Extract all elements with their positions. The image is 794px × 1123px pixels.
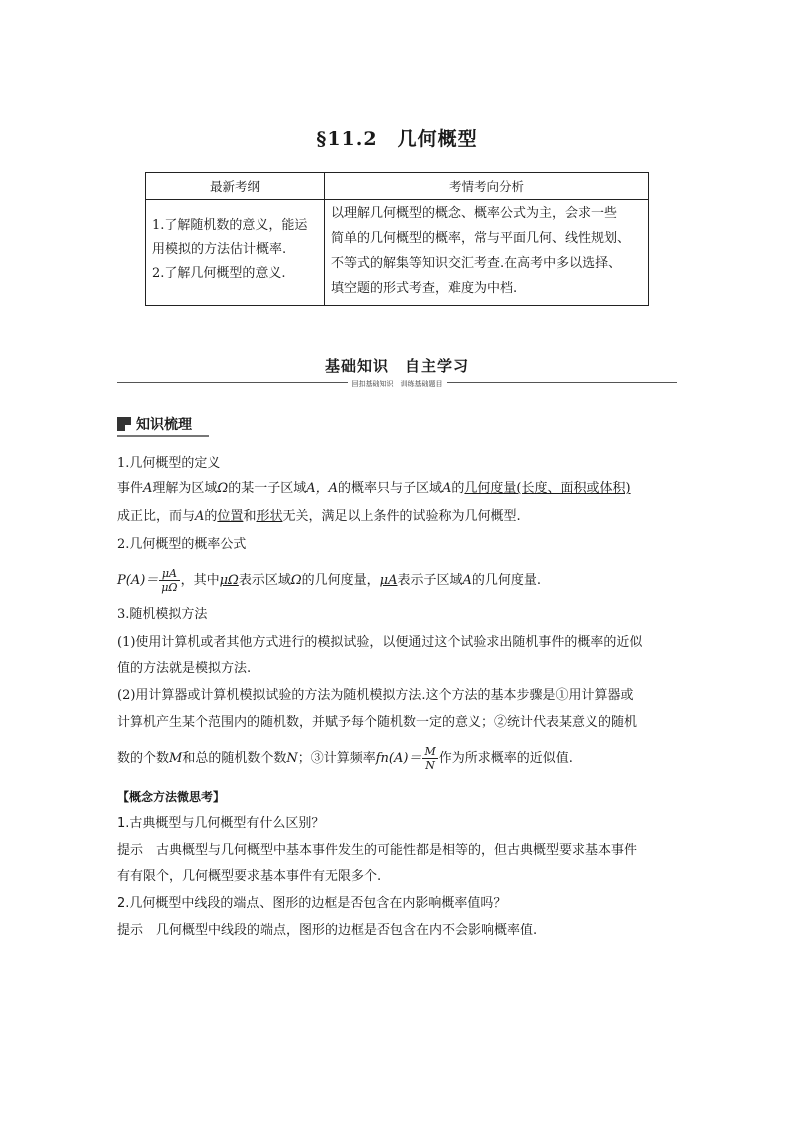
- outline-header-right: 考情考向分析: [325, 173, 649, 200]
- underlined-term-position: 位置: [217, 509, 244, 524]
- var-A: A: [442, 481, 452, 496]
- outline-right-line: 简单的几何概型的概率，常与平面几何、线性规划、: [331, 231, 631, 246]
- formula-line: [117, 566, 541, 596]
- outline-header-left: 最新考纲: [146, 173, 325, 200]
- fraction-numerator: M: [424, 745, 436, 758]
- definition-line-2: [117, 505, 521, 529]
- frequency-fraction: [422, 745, 437, 772]
- outline-right-line: 不等式的解集等知识交汇考查.在高考中多以选择、: [331, 256, 622, 271]
- text: 理解为区域: [152, 481, 218, 496]
- text: 无关，满足以上条件的试验称为几何概型.: [282, 509, 521, 524]
- underlined-mu-omega: μΩ: [219, 573, 239, 588]
- outline-left-line: 1.了解随机数的意义，能运: [152, 218, 308, 233]
- knowledge-tag-label: 知识梳理: [136, 417, 192, 433]
- text: 事件: [117, 481, 144, 496]
- outline-left-line: 用模拟的方法估计概率.: [152, 242, 287, 257]
- text: 的: [451, 481, 465, 496]
- question-2: 2.几何概型中线段的端点、图形的边框是否包含在内影响概率值吗？: [117, 896, 507, 911]
- var-omega: Ω: [290, 573, 302, 588]
- knowledge-tag: [117, 414, 192, 434]
- heading-formula: 2.几何概型的概率公式: [117, 537, 247, 552]
- text: 的: [204, 509, 218, 524]
- definition-line-1: [117, 477, 631, 501]
- text: 数的个数: [117, 751, 170, 766]
- answer-1-line-2: 有有限个，几何概型要求基本事件有无限多个.: [117, 869, 382, 884]
- var-A: A: [195, 509, 205, 524]
- paragraph-1-line-1: (1)使用计算机或者其他方式进行的模拟试验，以便通过这个试验求出随机事件的概率的近似: [117, 635, 643, 650]
- text: 作为所求概率的近似值.: [438, 751, 573, 766]
- fraction-denominator: N: [425, 759, 435, 772]
- paragraph-2-line-2: 计算机产生某个范围内的随机数，并赋予每个随机数一定的意义；②统计代表某意义的随机: [117, 715, 638, 730]
- outline-right-cell: [325, 200, 649, 306]
- heading-definition: 1.几何概型的定义: [117, 456, 221, 471]
- var-omega: Ω: [217, 481, 229, 496]
- text: 表示子区域: [397, 573, 463, 588]
- fraction-denominator: μΩ: [161, 581, 178, 594]
- underlined-term-measure: 几何度量(长度、面积或体积): [464, 481, 631, 496]
- text: 的几何度量，: [301, 573, 380, 588]
- var-A: A: [143, 481, 153, 496]
- formula-fraction: [159, 567, 179, 594]
- text: 的几何度量.: [471, 573, 542, 588]
- section-subtitle: [0, 379, 794, 389]
- heading-simulation: 3.随机模拟方法: [117, 607, 208, 622]
- page-title: §11.2 几何概型: [316, 128, 478, 150]
- think-heading: 【概念方法微思考】: [117, 790, 226, 804]
- answer-2: 提示 几何概型中线段的端点，图形的边框是否包含在内不会影响概率值.: [117, 923, 538, 938]
- answer-1-line-1: 提示 古典概型与几何概型中基本事件发生的可能性都是相等的，但古典概型要求基本事件: [117, 843, 638, 858]
- text: ，其中: [180, 573, 220, 588]
- underlined-term-shape: 形状: [256, 509, 283, 524]
- text: 的概率只与子区域: [338, 481, 443, 496]
- formula-lhs: P(A)＝: [117, 573, 159, 588]
- question-1: 1.古典概型与几何概型有什么区别？: [117, 816, 325, 831]
- paragraph-2-line-1: (2)用计算器或计算机模拟试验的方法为随机模拟方法.这个方法的基本步骤是①用计算器或: [117, 688, 634, 703]
- fraction-numerator: μA: [159, 567, 179, 581]
- text: 和总的随机数个数: [182, 751, 287, 766]
- paragraph-2-line-3: [117, 744, 573, 774]
- var-A: A: [462, 573, 472, 588]
- outline-table: [145, 172, 649, 306]
- var-A: A，A: [306, 481, 338, 496]
- outline-right-line: 以理解几何概型的概念、概率公式为主，会求一些: [331, 206, 618, 221]
- outline-left-line: 2.了解几何概型的意义.: [152, 266, 286, 281]
- var-N: N: [286, 751, 298, 766]
- text: 表示区域: [238, 573, 291, 588]
- text: 的某一子区域: [228, 481, 307, 496]
- tag-square-icon: [117, 417, 131, 431]
- underlined-mu-A: μA: [379, 573, 398, 588]
- outline-right-line: 填空题的形式考查，难度为中档.: [331, 281, 518, 296]
- outline-left-cell: [146, 200, 325, 306]
- section-title: 基础知识 自主学习: [324, 357, 469, 375]
- text: 和: [243, 509, 257, 524]
- section-subtitle-text: 回扣基础知识 训练基础题目: [348, 380, 447, 388]
- var-M: M: [169, 751, 183, 766]
- paragraph-1-line-2: 值的方法就是模拟方法.: [117, 661, 252, 676]
- text: 成正比，而与: [117, 509, 196, 524]
- formula-fn: fn(A)＝: [375, 751, 422, 766]
- text: ；③计算频率: [297, 751, 376, 766]
- tag-underline: [117, 435, 209, 437]
